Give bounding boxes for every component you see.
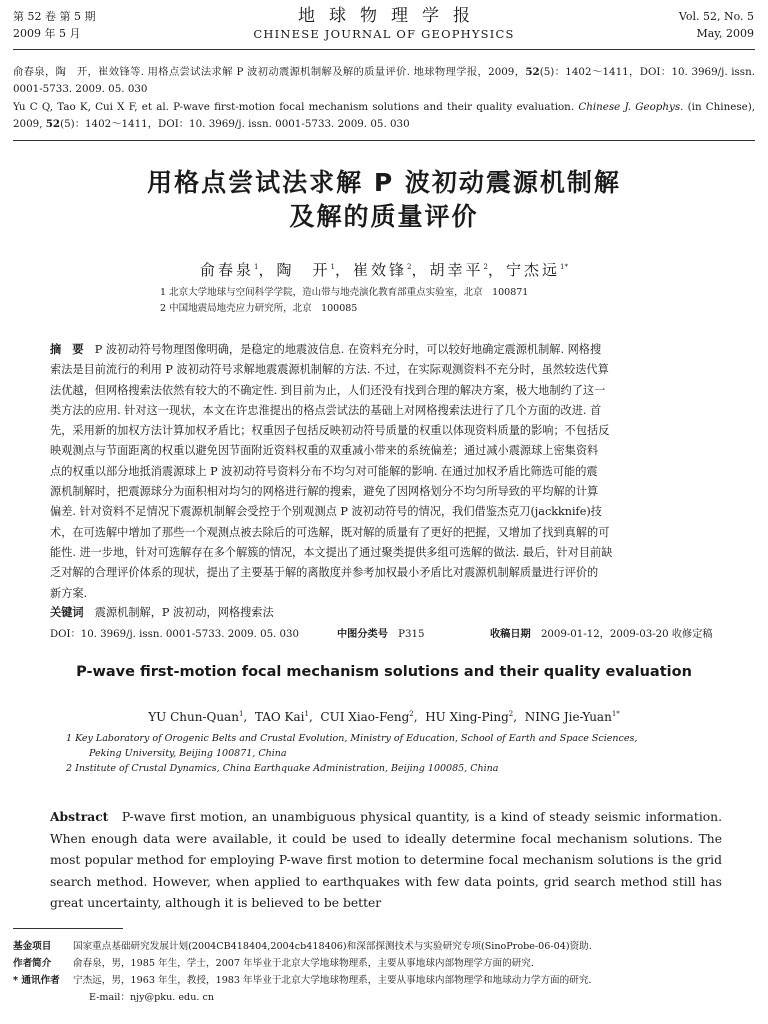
abstract-cn-line: 能性. 进一步地，针对可选解存在多个解簇的情况，本文提出了通过聚类提供多组可选解的做法. 最后，针对目前缺	[50, 545, 613, 559]
journal-title-cn: 地球物理学报	[298, 6, 484, 26]
author-bio-note	[13, 955, 592, 972]
volume-cn: 第 52 卷 第 5 期	[13, 10, 96, 23]
author-cn: 陶 开$^1$	[276, 261, 335, 279]
affiliations-en	[66, 731, 637, 776]
citation-en-pre: Yu C Q, Tao K, Cui X F, et al. P-wave first-motion focal mechanism solutions and their quality evaluation.	[13, 101, 579, 113]
abstract-cn-line: 法优越，但网格搜索法依然有较大的不确定性. 到目前为止，人们还没有找到合理的解决方案，极大地制约了这一	[50, 383, 606, 397]
bio-text: 俞春泉，男，1985 年生，学士，2007 年毕业于北京大学地球物理系，主要从事地球内部物理学方面的研究.	[73, 958, 534, 969]
citation-cn-pre: 俞春泉，陶 开，崔效锋等. 用格点尝试法求解 P 波初动震源机制解及解的质量评价. 地球物理学报，2009，	[13, 66, 526, 78]
author-list-en: YU Chun-Quan$^1$, TAO Kai$^1$, CUI Xiao-Feng$^2$, HU Xing-Ping$^2$, NING Jie-Yuan$^{1*}$	[148, 710, 620, 724]
author-cn: 崔效锋$^2$	[353, 261, 412, 279]
footnotes	[13, 938, 592, 1006]
corresponding-note	[13, 972, 592, 989]
keywords-label: 关键词	[50, 606, 84, 619]
affiliation-en-1: 1 Key Laboratory of Orogenic Belts and Crustal Evolution, Ministry of Education, School of Earth and Space Sciences,	[66, 733, 638, 744]
affiliation-cn-2: 2 中国地震局地壳应力研究所，北京 100085	[160, 303, 358, 314]
abstract-cn-line: 新方案.	[50, 586, 88, 600]
author-cn: 胡幸平$^2$	[429, 261, 488, 279]
citation-en-post: (5)：1402～1411，DOI：10. 3969/j. issn. 0001-5733. 2009. 05. 030	[60, 118, 410, 131]
abstract-cn-line: 先，采用新的加权方法计算加权矛盾比；权重因子包括反映初动符号质量的权重以体现资料质量的影响；不包括反	[50, 424, 610, 438]
citation-en-volume: 52	[45, 118, 61, 131]
abstract-cn-label: 摘 要	[50, 343, 84, 356]
abstract-cn-line: 索法是目前流行的利用 P 波初动符号求解地震震源机制解的方法. 不过，在实际观测资料不充分时，虽然较迭代算	[50, 363, 609, 377]
affiliation-cn-1: 1 北京大学地球与空间科学学院，造山带与地壳演化教育部重点实验室，北京 100871	[160, 287, 529, 298]
date-cn: 2009 年 5 月	[13, 27, 81, 40]
citation-en-journal: Chinese J. Geophys.	[578, 101, 684, 113]
issue-info-en	[679, 8, 754, 42]
author-en: YU Chun-Quan$^1$	[148, 710, 244, 724]
keywords-text: 震源机制解，P 波初动，网格搜索法	[94, 606, 274, 619]
citation-en	[13, 99, 755, 133]
header-rule	[13, 49, 755, 50]
author-en: NING Jie-Yuan$^{1*}$	[524, 710, 620, 724]
title-cn-line2: 及解的质量评价	[289, 202, 479, 231]
author-cn: 俞春泉$^1$	[200, 261, 259, 279]
title-cn-line1: 用格点尝试法求解 P 波初动震源机制解	[147, 168, 621, 197]
funding-note	[13, 938, 592, 955]
classification: 中图分类号 P315	[337, 629, 425, 640]
citation-cn-volume: 52	[525, 66, 540, 78]
footnote-rule	[13, 928, 123, 929]
doi-cn: DOI：10. 3969/j. issn. 0001-5733. 2009. 05. 030	[50, 629, 299, 640]
received-date: 收稿日期 2009-01-12，2009-03-20 收修定稿	[490, 629, 713, 640]
funding-label: 基金项目	[13, 941, 52, 952]
funding-text: 国家重点基础研究发展计划(2004CB418404,2004cb418406)和深部探测技术与实验研究专项(SinoProbe-06-04)资助.	[73, 941, 592, 952]
paper-title-cn	[0, 166, 768, 234]
abstract-cn-line: 摘 要 P 波初动符号物理图像明确，是稳定的地震波信息. 在资料充分时，可以较好地确定震源机制解. 网格搜	[50, 343, 602, 356]
email-line[interactable]: E-mail：njy@pku. edu. cn	[89, 992, 215, 1003]
affiliation-en-1-cont: Peking University, Beijing 100871, China	[89, 748, 287, 759]
journal-title-en: CHINESE JOURNAL OF GEOPHYSICS	[253, 27, 515, 41]
author-list-cn: 俞春泉$^1$，陶 开$^1$，崔效锋$^2$，胡幸平$^2$，宁杰远$^{1*}$	[200, 261, 568, 279]
abstract-cn	[50, 340, 722, 604]
citation-en-mid: (in Chinese), 2009,	[13, 101, 755, 131]
abstract-en-label: Abstract	[50, 809, 109, 824]
bio-label: 作者简介	[13, 958, 52, 969]
author-en: TAO Kai$^1$	[254, 710, 309, 724]
journal-title	[0, 6, 768, 42]
affiliation-en-2: 2 Institute of Crustal Dynamics, China Earthquake Administration, Beijing 100085, China	[66, 763, 499, 774]
author-en: HU Xing-Ping$^2$	[425, 710, 514, 724]
author-cn: 宁杰远$^{1*}$	[506, 261, 568, 279]
abstract-cn-line: 映观测点与节面距离的权重以避免因节面附近资料权重的双重减小带来的系统偏差；通过减小震源球上密集资料	[50, 444, 599, 458]
volume-en: Vol. 52, No. 5	[678, 10, 754, 23]
abstract-cn-line: 偏差. 针对资料不足情况下震源机制解会受控于个别观测点 P 波初动符号的情况，我们借鉴杰克刀(jackknife)技	[50, 505, 602, 519]
abstract-en-text: P-wave first motion, an unambiguous physical quantity, is a kind of steady seismic information. When enough data were available, it could be used to ideally determine focal mechanism solutions. The most popular method for employing P-wave first motion to determine focal mechanism solutions is the grid search method. However, when applied to earthquakes with few data points, grid search method still has great uncertainty, although it is believed to be better	[50, 810, 722, 910]
abstract-cn-line: 源机制解时，把震源球分为面积相对均匀的网格进行解的搜索，避免了因网格划分不均匀所导致的平均解的计算	[50, 485, 599, 499]
abstract-cn-line: 类方法的应用. 针对这一现状，本文在许忠淮提出的格点尝试法的基础上对网格搜索法进行了几个方面的改进. 首	[50, 403, 602, 417]
abstract-cn-line: 点的权重以部分地抵消震源球上 P 波初动符号资料分布不均匀对可能解的影响. 在通过加权矛盾比筛选可能的震	[50, 464, 598, 478]
abstract-en	[50, 806, 722, 915]
author-en: CUI Xiao-Feng$^2$	[320, 710, 414, 724]
abstract-cn-line: 术，在可选解中增加了那些一个观测点被去除后的可选解，既对解的质量有了更好的把握，又增加了找到真解的可	[50, 525, 610, 539]
keywords-cn	[50, 604, 274, 620]
corresponding-label: * 通讯作者	[13, 975, 60, 986]
abstract-cn-line: 乏对解的合理评价体系的现状，提出了主要基于解的离散度并参考加权最小矛盾比对震源机制解质量进行评价的	[50, 566, 599, 580]
paper-title-en: P-wave first-motion focal mechanism solutions and their quality evaluation	[76, 664, 692, 680]
date-en: May, 2009	[696, 27, 754, 40]
affiliations-cn	[160, 285, 528, 317]
corresponding-text: 宁杰远，男，1963 年生，教授，1983 年毕业于北京大学地球物理系，主要从事地球内部物理学和地球动力学方面的研究.	[73, 975, 592, 986]
citation-rule	[13, 140, 755, 141]
citation-cn-post: (5)：1402～1411，DOI：10. 3969/j. issn. 0001-5733. 2009. 05. 030	[13, 66, 755, 96]
citation-cn	[13, 64, 755, 98]
